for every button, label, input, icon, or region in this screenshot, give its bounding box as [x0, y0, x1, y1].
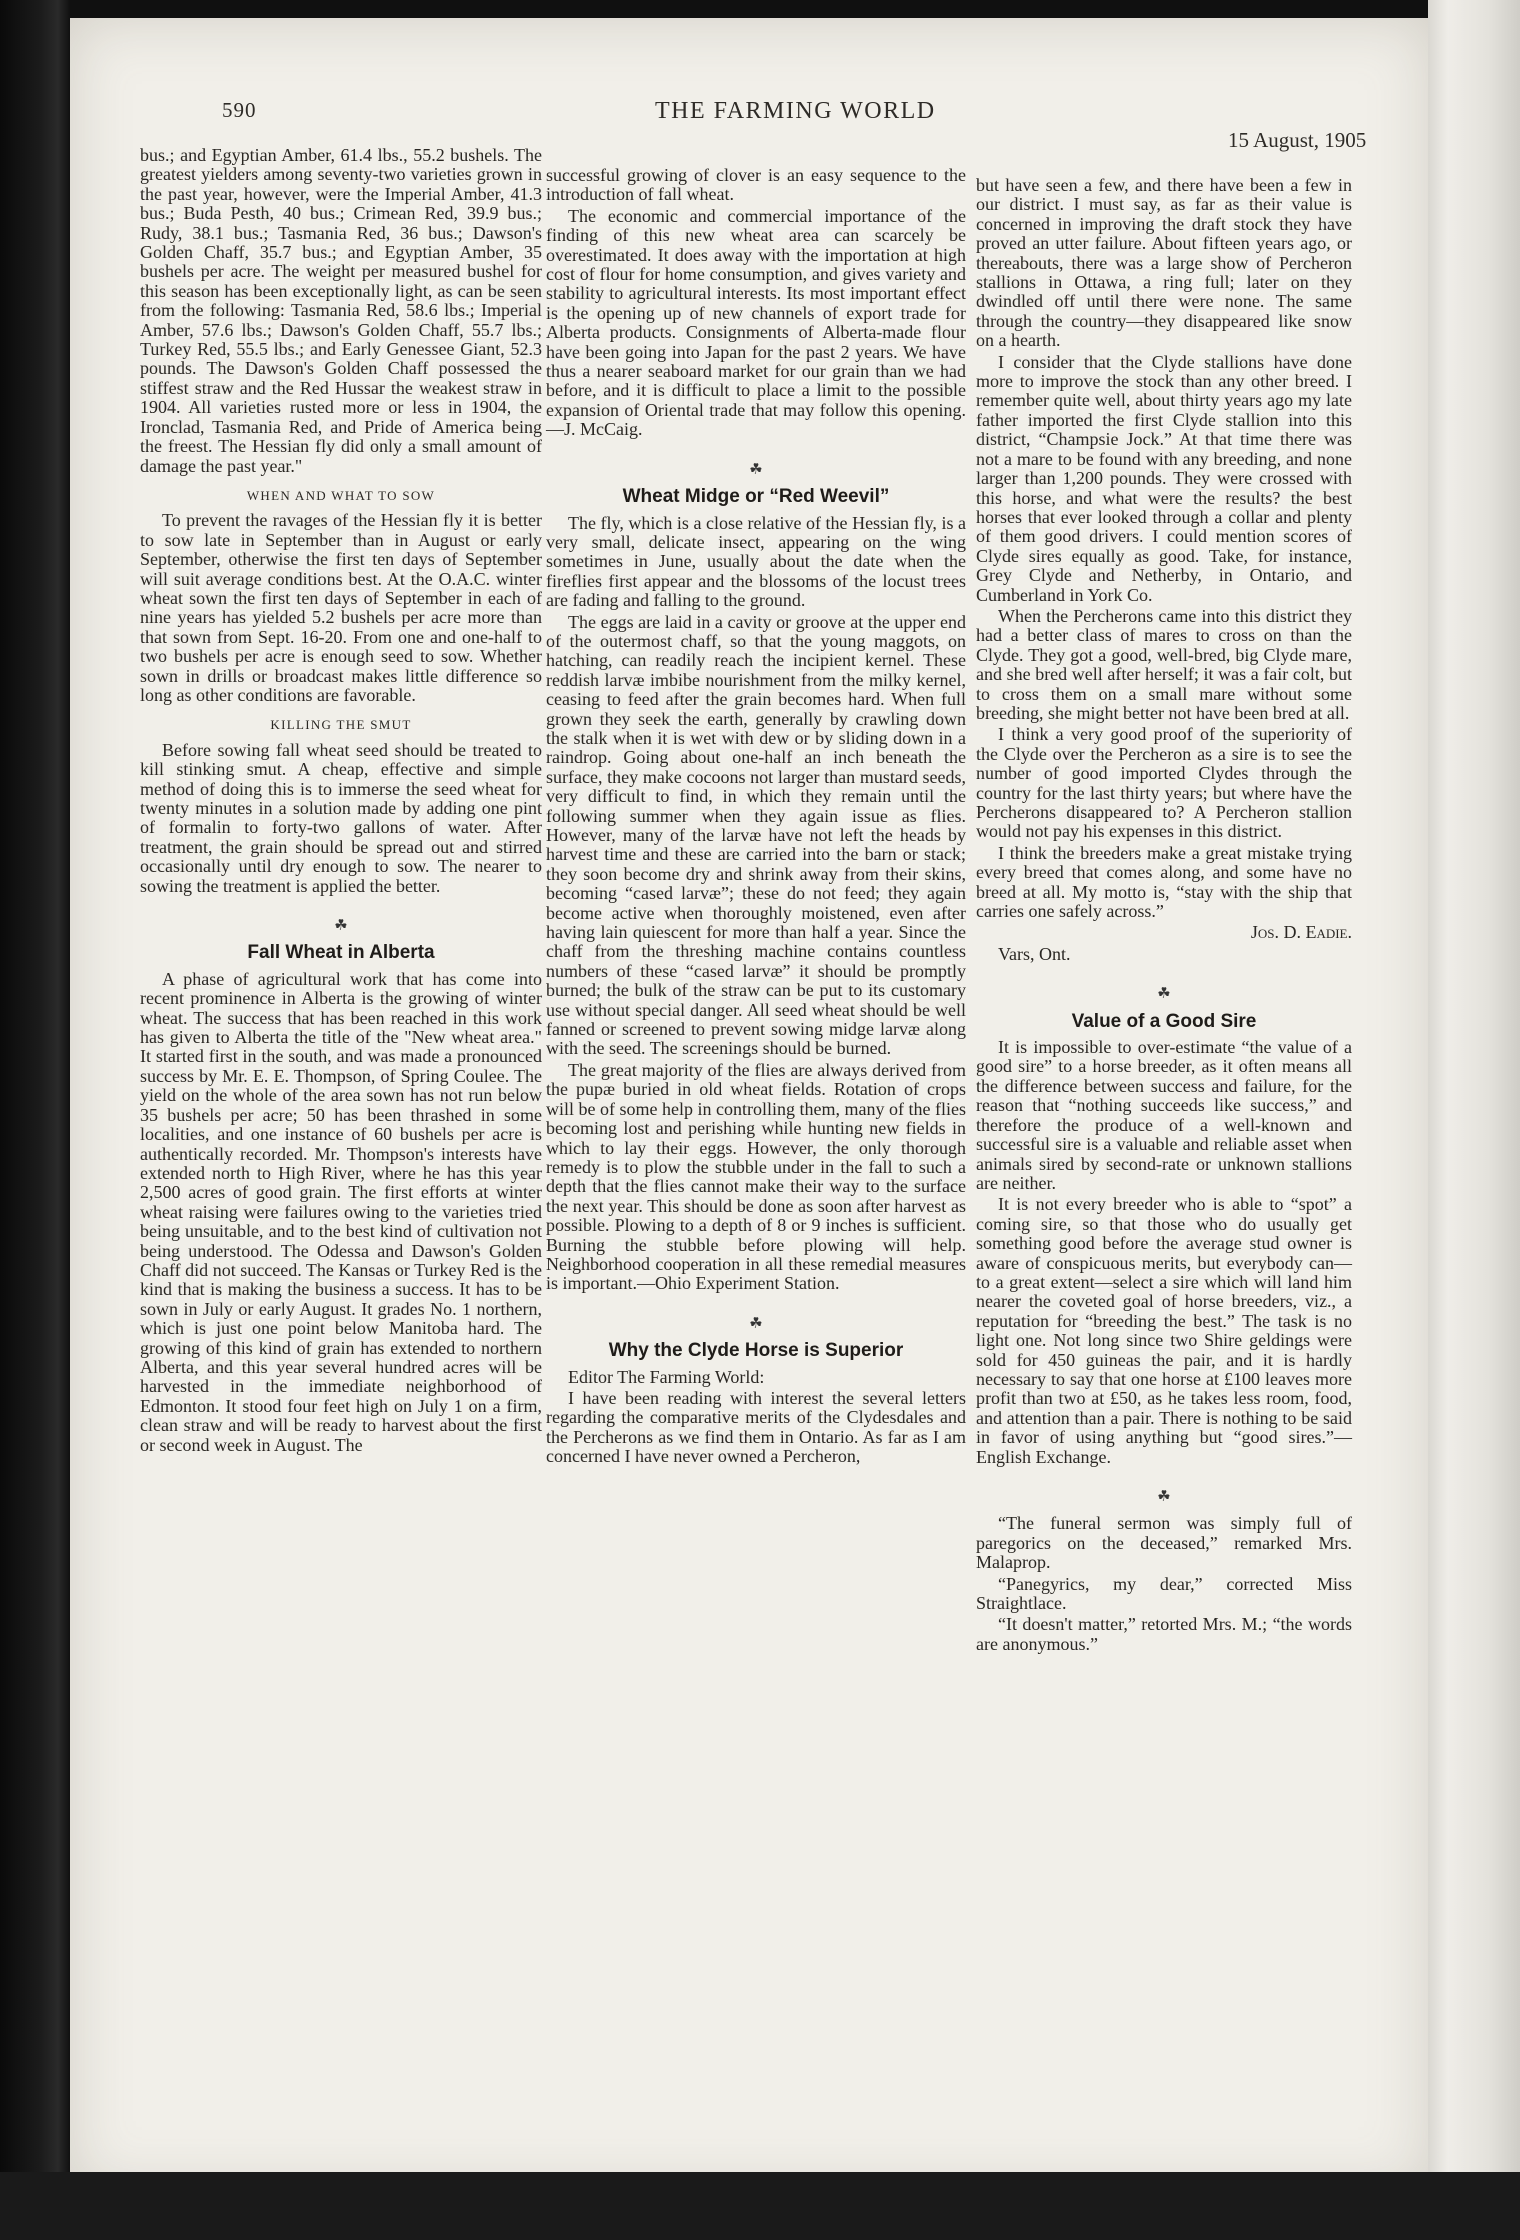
- column-3: [976, 176, 1352, 1654]
- paragraph: “It doesn't matter,” retorted Mrs. M.; “the words are anonymous.”: [976, 1614, 1352, 1654]
- running-title: THE FARMING WORLD: [655, 98, 936, 124]
- paragraph: “The funeral sermon was simply full of paregorics on the deceased,” remarked Mrs. Malaprop.: [976, 1513, 1352, 1573]
- continued-text: successful growing of clover is an easy sequence to the introduction of fall wheat.: [546, 165, 966, 205]
- article-title-fall-wheat: Fall Wheat in Alberta: [247, 942, 435, 964]
- subheading-when-to-sow: WHEN AND WHAT TO SOW: [246, 487, 436, 503]
- letter-signature: Jos. D. Eadie.: [1250, 922, 1352, 943]
- page-number: 590: [222, 98, 257, 122]
- leaf-ornament-icon: ☘: [1157, 984, 1171, 1003]
- leaf-ornament-icon: ☘: [334, 916, 348, 935]
- issue-date: 15 August, 1905: [1228, 128, 1367, 152]
- paragraph: The eggs are laid in a cavity or groove at the upper end of the outermost chaff, so that the young maggots, on hatching, can readily reach the incipient kernel. These reddish larvæ imbibe nourishment from the milky kernel, ceasing to feed after the grain becomes hard. When full grown they seek the earth, generally by crawling down the stalk when it is wet with dew or by sliding down in a raindrop. Going about one-half an inch beneath the surface, they make cocoons not larger than mustard seeds, very difficult to find, in which they remain until the following summer when they again issue as flies. However, many of the larvæ have not left the heads by harvest time and these are carried into the barn or stack; they soon become dry and shrink away from their skins, becoming “cased larvæ”; these do not feed; they again become active when thoroughly moistened, even after having lain quiescent for more than half a year. Since the chaff from the threshing machine contains countless numbers of these “cased larvæ” it should be promptly burned; the bulk of the straw can be put to its customary use without special danger. All seed wheat should be well fanned or screened to prevent sowing midge larvæ along with the seed. The screenings should be burned.: [546, 611, 966, 1059]
- paragraph: I think a very good proof of the superiority of the Clyde over the Percheron as a sire is to see the number of good imported Clydes through the country for the last thirty years; but where have the Percherons disappeared to? A Percheron stallion would not pay his expenses in this district.: [976, 724, 1352, 842]
- page-bottom-border: [0, 2172, 1520, 2240]
- paragraph: “Panegyrics, my dear,” corrected Miss Straightlace.: [976, 1573, 1352, 1614]
- paragraph: I think the breeders make a great mistake trying every breed that comes along, and some have no breed at all. My motto is, “stay with the ship that carries one safely across.”: [976, 842, 1352, 922]
- paragraph: The great majority of the flies are always derived from the pupæ buried in old wheat fields. Rotation of crops will be of some help in controlling them, many of the flies becoming lost and perishing while hunting new fields in which to lay their eggs. However, the only thorough remedy is to plow the stubble under in the fall to such a depth that the flies cannot make their way to the surface the next year. This should be done as soon after harvest as possible. Plowing to a depth of 8 or 9 inches is sufficient. Burning the stubble before plowing will help. Neighborhood cooperation in all these remedial measures is important.—Ohio Experiment Station.: [546, 1059, 966, 1294]
- paragraph: The economic and commercial importance of the finding of this new wheat area can scarcely be overestimated. It does away with the importation at high cost of flour for home consumption, and gives variety and stability to agricultural interests. Its most important effect is the opening up of new channels of export trade for Alberta products. Consignments of Alberta-made flour have been going into Japan for the past 2 years. We have thus a nearer seaboard market for our grain than we had before, and it is difficult to place a limit to the possible expansion of Oriental trade that may follow this opening.—J. McCaig.: [546, 205, 966, 440]
- leaf-ornament-icon: ☘: [1157, 1487, 1171, 1505]
- letter-place: Vars, Ont.: [998, 943, 1071, 964]
- article-title-wheat-midge: Wheat Midge or “Red Weevil”: [622, 486, 890, 508]
- continued-text: but have seen a few, and there have been a few in our district. I must say, as far as their value is concerned in improving the draft stock they have proved an utter failure. About fifteen years ago, or thereabouts, there was a large show of Percheron stallions in Ottawa, a ring full; later on they dwindled off until there were none. The same through the country—they disappeared like snow on a hearth.: [976, 175, 1352, 351]
- article-title-clyde-horse: Why the Clyde Horse is Superior: [608, 1340, 904, 1362]
- column-1: [140, 146, 542, 1455]
- page-right-margin: [1428, 0, 1520, 2240]
- paragraph: When the Percherons came into this district they had a better class of mares to cross on than the Clyde. They got a good, well-bred, big Clyde mare, and she bred well after herself; it was a fair colt, but to cross them on a small mare without some breeding, she might better not have been bred at all.: [976, 605, 1352, 723]
- letter-salutation: Editor The Farming World:: [568, 1366, 765, 1387]
- paragraph: It is not every breeder who is able to “spot” a coming sire, so that those who do usually get something good before the average stud owner is aware of conspicuous merits, but everybody can—to a great extent—select a sire which will land him nearer the coveted goal of horse breeders, viz., a reputation for “breeding the best.” The task is no light one. Not long since two Shire geldings were sold for 450 guineas the pair, and it is hardly necessary to say that one horse at £100 leaves more profit than two at £50, as he takes less room, food, and attention than a pair. There is nothing to be said in favor of using anything but “good sires.”—English Exchange.: [976, 1194, 1352, 1467]
- article-title-good-sire: Value of a Good Sire: [1071, 1010, 1257, 1032]
- paragraph: I have been reading with interest the several letters regarding the comparative merits of the Clydesdales and the Percherons as we find them in Ontario. As far as I am concerned I have never owned a Percheron,: [546, 1387, 966, 1467]
- subheading-killing-smut: KILLING THE SMUT: [270, 717, 412, 733]
- paragraph: To prevent the ravages of the Hessian fly it is better to sow late in September than in August or early September, otherwise the first ten days of September will suit average conditions best. At the O.A.C. winter wheat sown the first ten days of September in each of nine years has yielded 5.2 bushels per acre more than that sown from Sept. 16-20. From one and one-half to two bushels per acre is enough seed to sow. Whether sown in drills or broadcast makes little difference so long as other conditions are favorable.: [140, 510, 542, 705]
- paragraph: A phase of agricultural work that has come into recent prominence in Alberta is the growing of winter wheat. The success that has been reached in this work has given to Alberta the title of the "New wheat area." It started first in the south, and was made a pronounced success by Mr. E. E. Thompson, of Spring Coulee. The yield on the whole of the area sown has not run below 35 bushels per acre; 50 has been thrashed in some localities, and one instance of 60 bushels per acre is authentically recorded. Mr. Thompson's interests have extended north to High River, where he has this year 2,500 acres of good grain. The first efforts at winter wheat raising were failures owing to the varieties tried being unsuitable, and to the best kind of cultivation not being understood. The Odessa and Dawson's Golden Chaff did not succeed. The Kansas or Turkey Red is the kind that is making the business a success. It has to be sown in July or early August. It grades No. 1 northern, which is just one point below Manitoba hard. The growing of this kind of grain has extended to northern Alberta, and this year several hundred acres will be harvested in the immediate neighborhood of Edmonton. It stood four feet high on July 1 on a firm, clean straw and will be ready to harvest about the first or second week in August. The: [140, 968, 542, 1455]
- paragraph: The fly, which is a close relative of the Hessian fly, is a very small, delicate insect, appearing on the wing sometimes in June, usually about the date when the fireflies first appear and the blossoms of the locust trees are fading and falling to the ground.: [546, 512, 966, 611]
- continued-text: bus.; and Egyptian Amber, 61.4 lbs., 55.2 bushels. The greatest yielders among seventy-two varieties grown in the past year, however, were the Imperial Amber, 41.3 bus.; Buda Pesth, 40 bus.; Crimean Red, 39.9 bus.; Rudy, 38.1 bus.; Tasmania Red, 36 bus.; Dawson's Golden Chaff, 35.7 bus.; and Egyptian Amber, 35 bushels per acre. The weight per measured bushel for this season has been exceptionally light, as can be seen from the following: Tasmania Red, 58.6 lbs.; Imperial Amber, 57.6 lbs.; Dawson's Golden Chaff, 55.7 lbs.; Turkey Red, 55.5 lbs.; and Early Genessee Giant, 52.3 pounds. The Dawson's Golden Chaff possessed the stiffest straw and the Red Hussar the weakest straw in 1904. All varieties rusted more or less in 1904, the Ironclad, Tasmania Red, and Pride of America being the freest. The Hessian fly did only a small amount of damage the past year.": [140, 145, 542, 476]
- leaf-ornament-icon: ☘: [749, 1313, 763, 1332]
- column-2: [546, 166, 966, 1467]
- paragraph: I consider that the Clyde stallions have done more to improve the stock than any other breed. I remember quite well, about thirty years ago my late father imported the first Clyde stallion into this district, “Champsie Jock.” At that time there was not a mare to be found with any breeding, and none larger than 1,200 pounds. They were crossed with this horse, and what were the results? the best horses that ever looked through a collar and plenty of them good drivers. I could mention scores of Clyde sires equally as good. Take, for instance, Grey Clyde and Netherby, in Ontario, and Cumberland in York Co.: [976, 351, 1352, 605]
- paragraph: Before sowing fall wheat seed should be treated to kill stinking smut. A cheap, effective and simple method of doing this is to immerse the seed wheat for twenty minutes in a solution made by adding one pint of formalin to forty-two gallons of water. After treatment, the grain should be spread out and stirred occasionally until dry enough to sow. The nearer to sowing the treatment is applied the better.: [140, 739, 542, 896]
- paragraph: It is impossible to over-estimate “the value of a good sire” to a horse breeder, as it often means all the difference between success and failure, for the reason that “nothing succeeds like success,” and therefore the produce of a well-known and successful sire is a valuable and reliable asset when animals sired by second-rate or unknown stallions are neither.: [976, 1037, 1352, 1193]
- leaf-ornament-icon: ☘: [749, 459, 763, 478]
